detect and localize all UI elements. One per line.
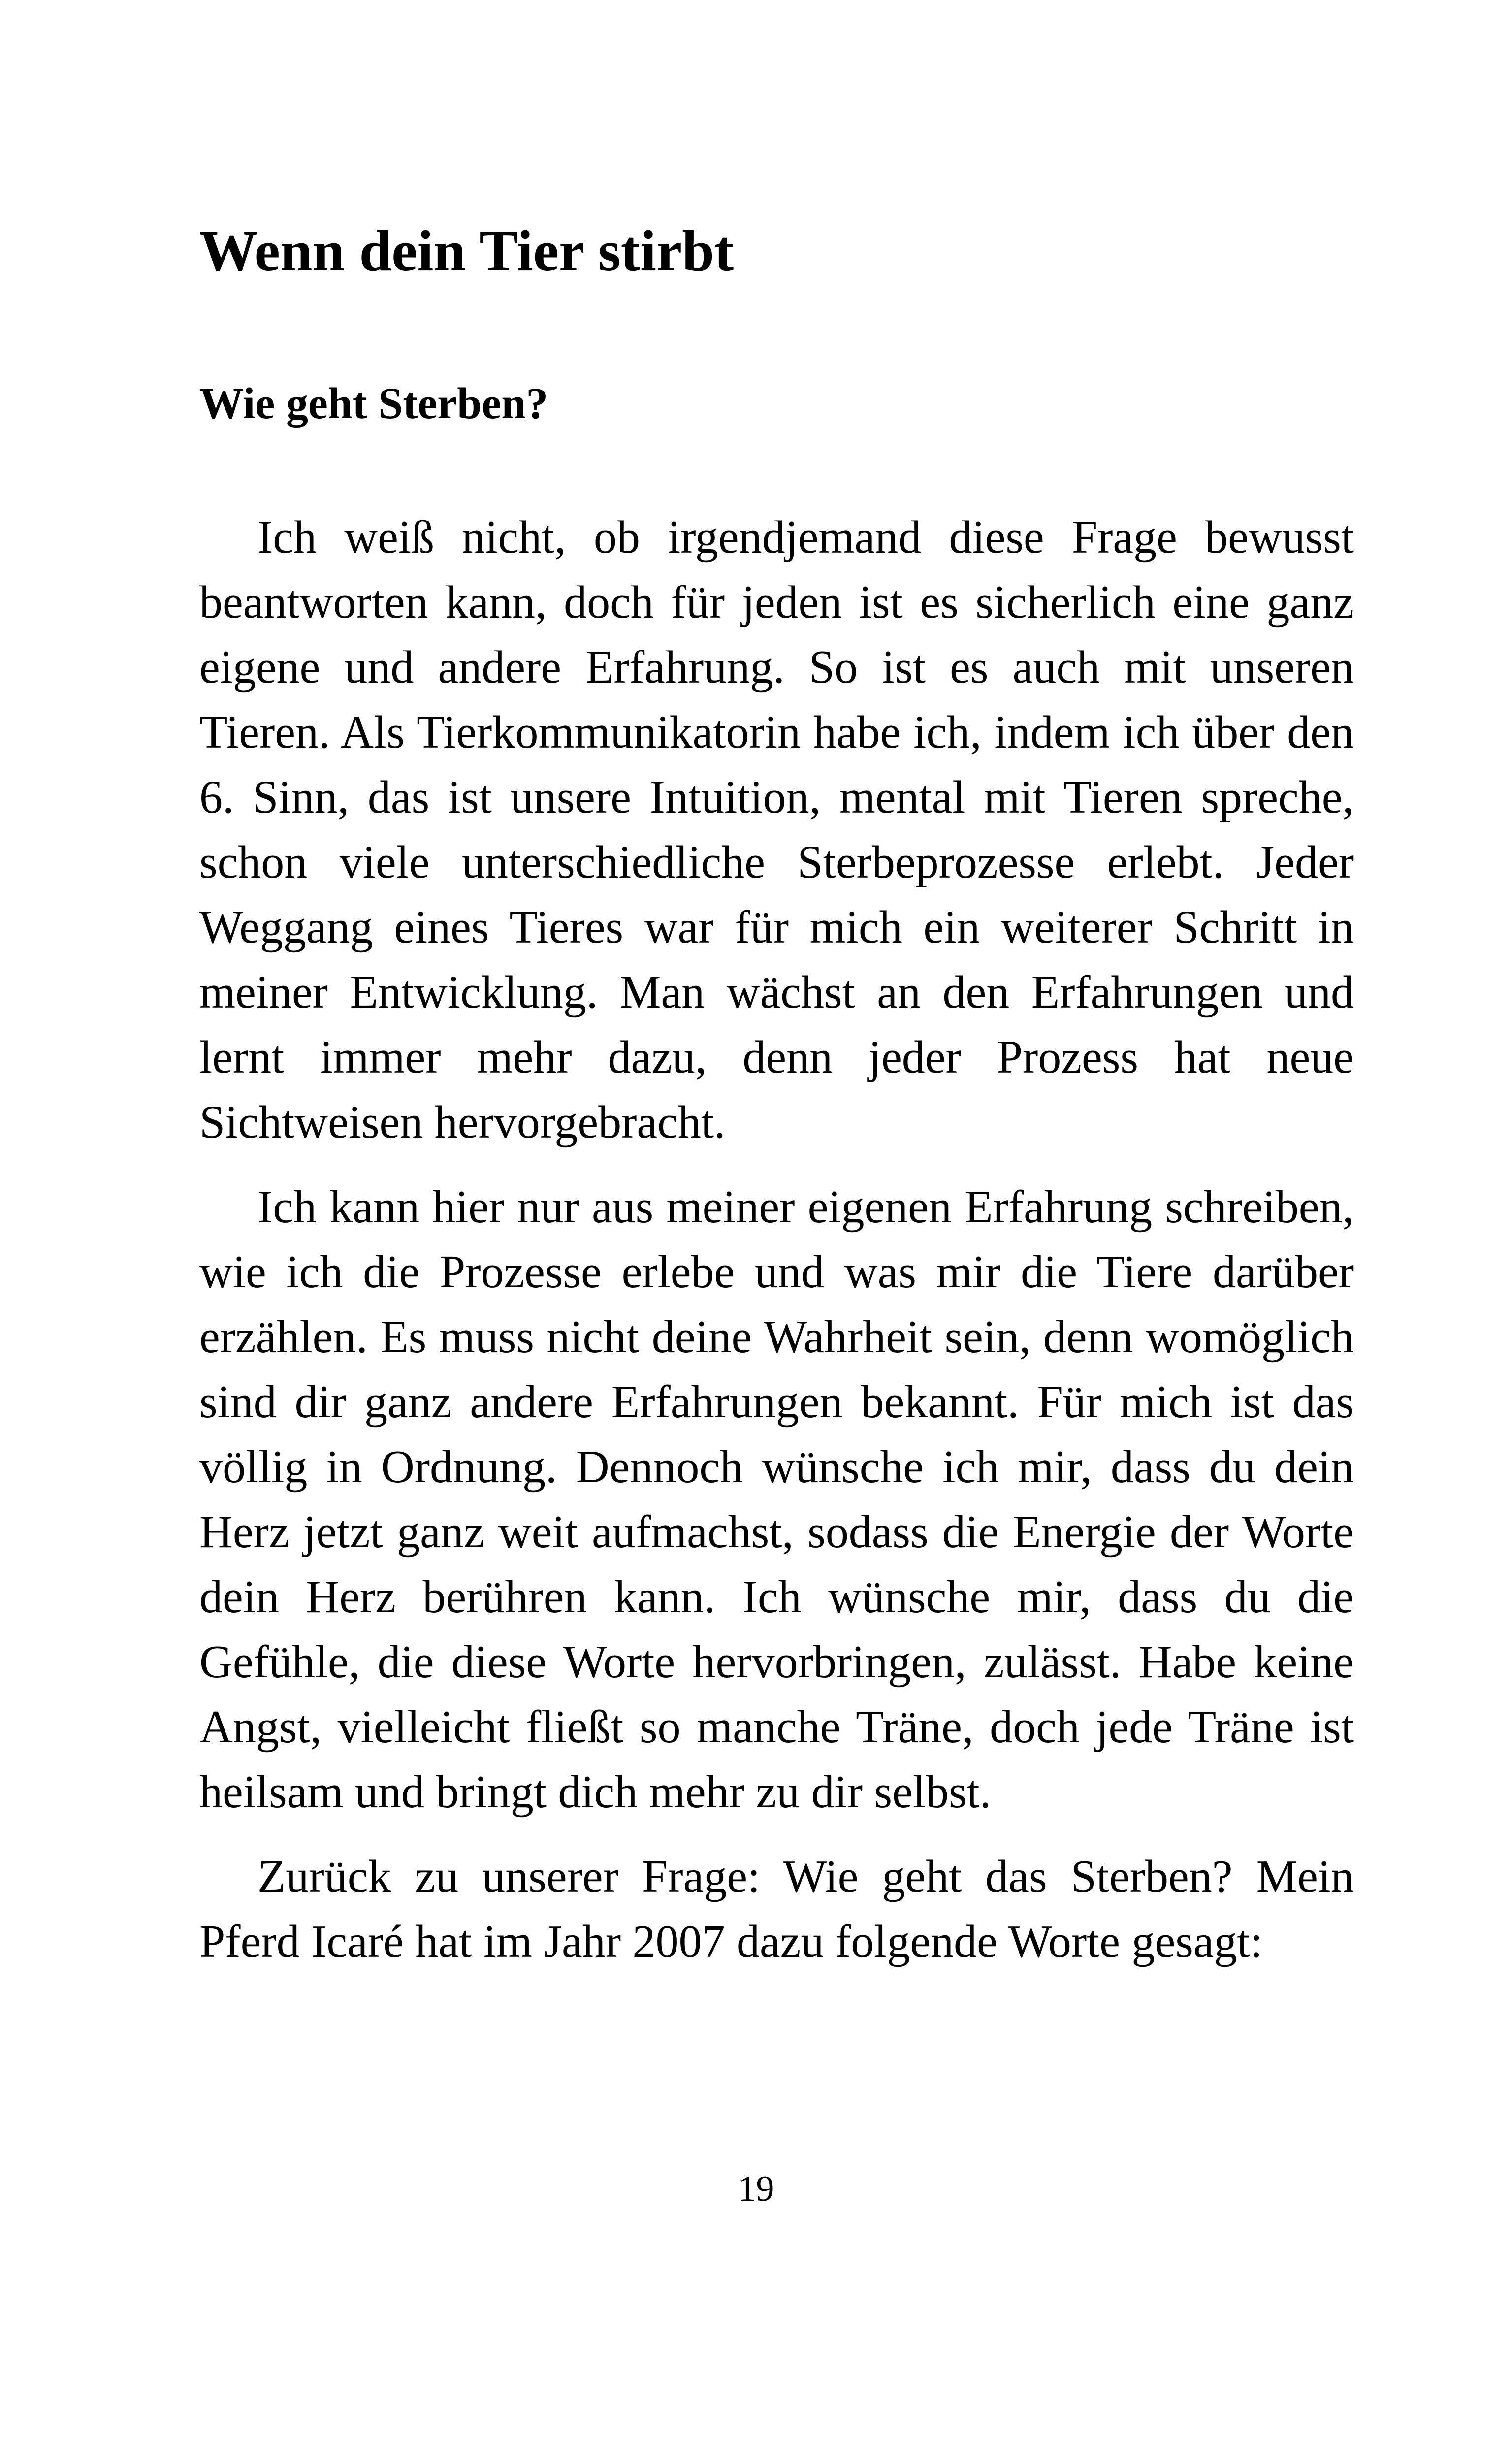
paragraph-1: Ich weiß nicht, ob irgendjemand diese Frage bewusst beantworten kann, doch für jeden ist es sicherlich eine ganz eigene und andere Erfahrung. So ist es auch mit unseren Tieren. Als Tierkommunikatorin habe ich, indem ich über den 6. Sinn, das ist unsere Intuition, mental mit Tieren spreche, schon viele unterschiedliche Sterbeprozesse erlebt. Jeder Weggang eines Tieres war für mich ein weiterer Schritt in meiner Entwicklung. Man wächst an den Erfahrungen und lernt immer mehr dazu, denn jeder Prozess hat neue Sichtweisen hervorgebracht. [199,512,1354,1148]
chapter-title: Wenn dein Tier stirbt [199,219,734,283]
section-title: Wie geht Sterben? [199,379,548,428]
page-number: 19 [738,2169,774,2209]
paragraph-2: Ich kann hier nur aus meiner eigenen Erfahrung schreiben, wie ich die Prozesse erlebe und was mir die Tiere darüber erzählen. Es muss nicht deine Wahrheit sein, denn womöglich sind dir ganz andere Erfahrungen bekannt. Für mich ist das völlig in Ordnung. Dennoch wünsche ich mir, dass du dein Herz jetzt ganz weit aufmachst, sodass die Energie der Worte dein Herz berühren kann. Ich wünsche mir, dass du die Gefühle, die diese Worte hervorbringen, zulässt. Habe keine Angst, vielleicht fließt so manche Träne, doch jede Träne ist heilsam und bringt dich mehr zu dir selbst. [199,1181,1354,1818]
body-text [199,505,1354,1994]
paragraph-3: Zurück zu unserer Frage: Wie geht das Sterben? Mein Pferd Icaré hat im Jahr 2007 dazu folgende Worte gesagt: [199,1851,1354,1967]
